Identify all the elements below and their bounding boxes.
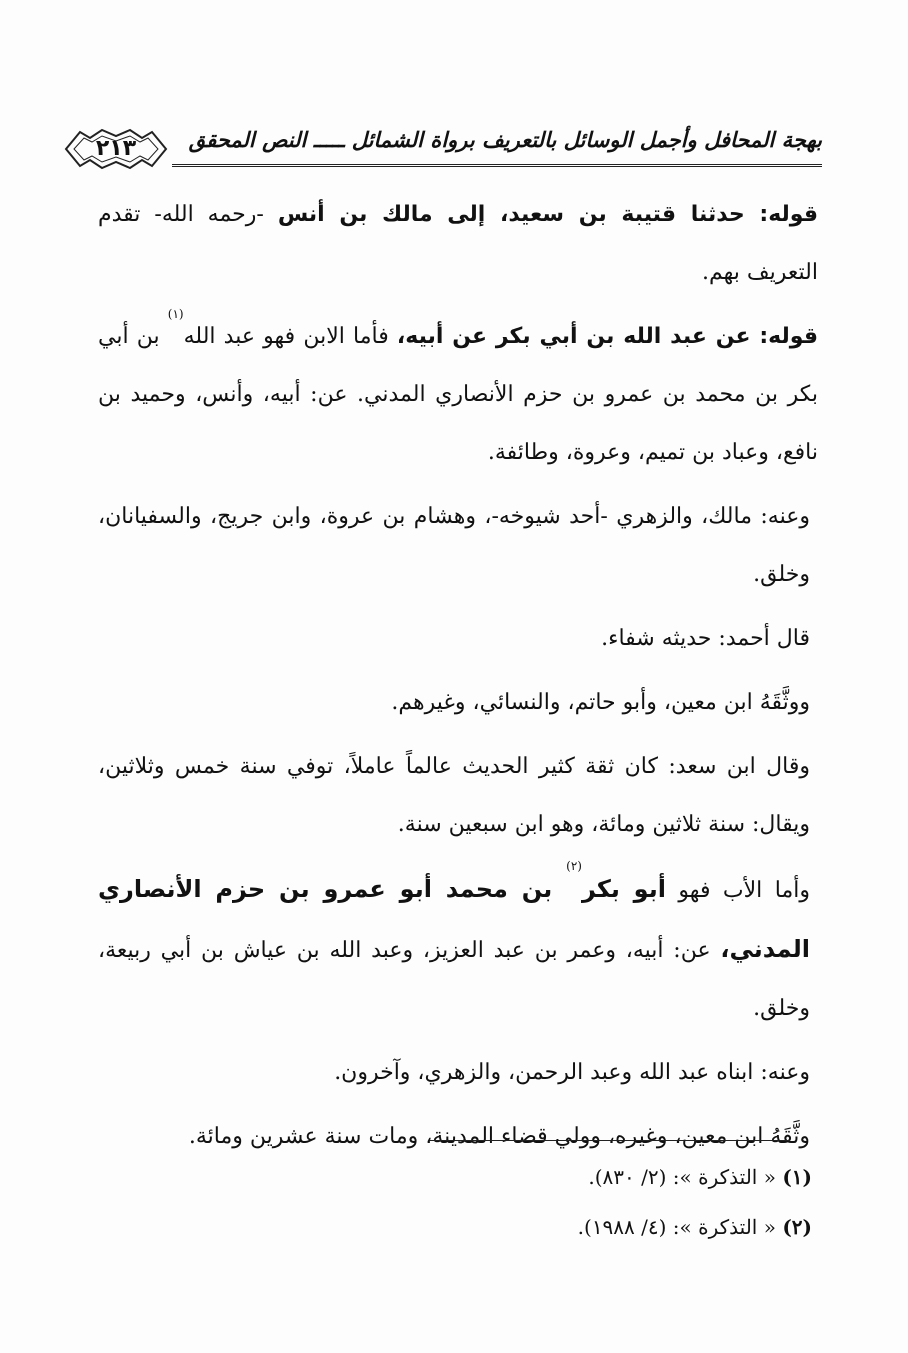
paragraph-lead: قوله: حدثنا قتيبة بن سعيد، إلى مالك بن أنس: [277, 202, 818, 227]
paragraph-1: [98, 186, 818, 302]
paragraph-text: وثَّقَهُ ابن معين، وغيره، وولي قضاء المدينة، ومات سنة عشرين ومائة.: [188, 1124, 810, 1149]
paragraph-2: [98, 308, 818, 482]
footnote-text: « التذكرة »: (٤/ ١٩٨٨).: [577, 1215, 776, 1239]
paragraph-3: [98, 488, 818, 604]
book-title: بهجة المحافل وأجمل الوسائل بالتعريف برواة الشمائل ـــــ النص المحقق: [188, 128, 822, 152]
paragraph-4: [98, 610, 818, 668]
footnote-text: « التذكرة »: (٢/ ٨٣٠).: [588, 1165, 776, 1189]
paragraph-text: وأما الأب فهو: [665, 878, 810, 903]
paragraph-5: [98, 674, 818, 732]
paragraph-text: -رحمه الله- تقدم التعريف بهم.: [98, 202, 818, 285]
paragraph-text: وقال ابن سعد: كان ثقة كثير الحديث عالماً عاملاً، توفي سنة خمس وثلاثين، ويقال: سنة ثلاثين ومائة، وهو ابن سبعين سنة.: [98, 754, 810, 837]
paragraph-text: وعنه: ابناه عبد الله وعبد الرحمن، والزهري، وآخرون.: [334, 1060, 810, 1085]
footnote-2: [212, 1202, 812, 1252]
paragraph-text: ووثَّقَهُ ابن معين، وأبو حاتم، والنسائي، وغيرهم.: [391, 690, 810, 715]
footnote-ref: (١): [167, 307, 184, 321]
paragraph-text: بن أبي بكر بن محمد بن عمرو بن حزم الأنصاري المدني. عن: أبيه، وأنس، وحميد بن نافع، وعباد بن تميم، وعروة، وطائفة.: [98, 324, 818, 465]
page-number-badge: [62, 126, 170, 172]
paragraph-text: قال أحمد: حديثه شفاء.: [601, 626, 810, 651]
paragraph-7: [98, 860, 818, 1038]
paragraph-lead: قوله: عن عبد الله بن أبي بكر عن أبيه،: [396, 324, 818, 349]
paragraph-text: فأما الابن فهو عبد الله: [183, 324, 397, 349]
footnote-number: (٢): [782, 1215, 812, 1239]
running-header: [62, 118, 822, 178]
person-name: أبو بكر: [581, 875, 666, 903]
page-number: ٢١٣: [95, 136, 137, 161]
footnote-ref: (٢): [566, 859, 582, 873]
main-text: [98, 186, 818, 1172]
header-rule: [172, 164, 822, 167]
footnote-number: (١): [782, 1165, 812, 1189]
paragraph-text: وعنه: مالك، والزهري -أحد شيوخه-، وهشام بن عروة، وابن جريج، والسفيانان، وخلق.: [98, 504, 810, 587]
footnote-rule: [430, 1140, 790, 1141]
paragraph-8: [98, 1044, 818, 1102]
paragraph-6: [98, 738, 818, 854]
paragraph-text: عن: أبيه، وعمر بن عبد العزيز، وعبد الله بن عياش بن أبي ربيعة، وخلق.: [98, 938, 810, 1021]
footnotes: [212, 1152, 812, 1252]
person-name: بن محمد أبو عمرو بن حزم الأنصاري المدني،: [98, 875, 810, 963]
footnote-1: [212, 1152, 812, 1202]
